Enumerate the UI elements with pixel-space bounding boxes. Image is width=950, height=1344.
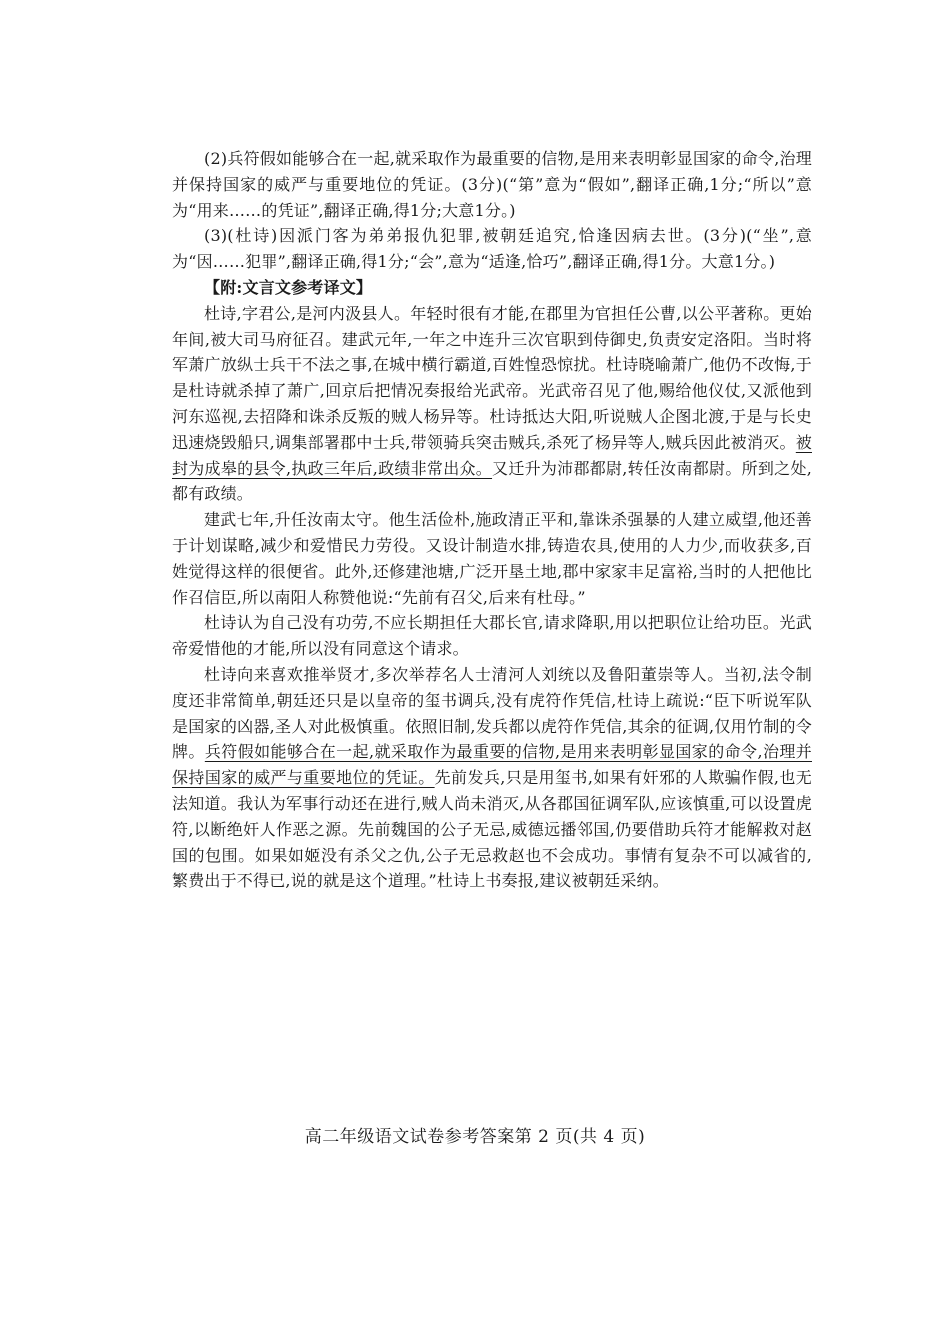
translation-paragraph-1 — [172, 301, 812, 507]
translation-paragraph-2: 建武七年,升任汝南太守。他生活俭朴,施政清正平和,靠诛杀强暴的人建立威望,他还善于计划谋略,减少和爱惜民力劳役。又设计制造水排,铸造农具,使用的人力少,而收获多,百姓觉得这样的很便省。此外,还修建池塘,广泛开垦土地,郡中家家丰足富裕,当时的人把他比作召信臣,所以南阳人称赞他说:“先前有召父,后来有杜母。” — [172, 510, 812, 607]
answer-3: (3)(杜诗)因派门客为弟弟报仇犯罪,被朝廷追究,恰逢因病去世。(3分)(“坐”,意为“因……犯罪”,翻译正确,得1分;“会”,意为“适逢,恰巧”,翻译正确,得1分。大意1分。) — [172, 226, 812, 272]
document-body — [172, 146, 812, 894]
underlined-sentence: 被封为成皋的县令,执政三年后,政绩非常出众。 — [172, 432, 812, 478]
page-footer: 高二年级语文试卷参考答案第 2 页(共 4 页) — [304, 1127, 646, 1147]
appendix-heading: 【附:文言文参考译文】 — [204, 277, 373, 297]
paragraph-text: 杜诗,字君公,是河内汲县人。年轻时很有才能,在郡里为官担任公曹,以公平著称。更始年间,被大司马府征召。建武元年,一年之中连升三次官职到侍御史,负责安定洛阳。当时将军萧广放纵士兵干不法之事,在城中横行霸道,百姓惶恐惊扰。杜诗晓喻萧广,他仍不改悔,于是杜诗就杀掉了萧广,回京后把情况奏报给光武帝。光武帝召见了他,赐给他仪仗,又派他到河东巡视,去招降和诛杀反叛的贼人杨异等。杜诗抵达大阳,听说贼人企图北渡,于是与长史迅速烧毁船只,调集部署郡中士兵,带领骑兵突击贼兵,杀死了杨异等人,贼兵因此被消灭。 — [172, 303, 812, 452]
answer-2: (2)兵符假如能够合在一起,就采取作为最重要的信物,是用来表明彰显国家的命令,治理并保持国家的威严与重要地位的凭证。(3分)(“第”意为“假如”,翻译正确,1分;“所以”意为“用来……的凭证”,翻译正确,得1分;大意1分。) — [172, 149, 812, 220]
paragraph-text: 先前发兵,只是用玺书,如果有奸邪的人欺骗作假,也无法知道。我认为军事行动还在进行,贼人尚未消灭,从各郡国征调军队,应该慎重,可以设置虎符,以断绝奸人作恶之源。先前魏国的公子无忌,威德远播邻国,仍要借助兵符才能解救对赵国的包围。如果如姬没有杀父之仇,公子无忌救赵也不会成功。事情有复杂不可以减省的,繁费出于不得已,说的就是这个道理。”杜诗上书奏报,建议被朝廷采纳。 — [172, 768, 813, 891]
paragraph-text: 又迁升为沛郡都尉,转任汝南都尉。所到之处,都有政绩。 — [172, 458, 813, 504]
underlined-sentence: 兵符假如能够合在一起,就采取作为最重要的信物,是用来表明彰显国家的命令,治理并保持国家的威严与重要地位的凭证。 — [172, 742, 812, 788]
paragraph-text: 杜诗向来喜欢推举贤才,多次举荐名人士清河人刘统以及鲁阳董崇等人。当初,法令制度还非常简单,朝廷还只是以皇帝的玺书调兵,没有虎符作凭信,杜诗上疏说:“臣下听说军队是国家的凶器,圣人对此极慎重。依照旧制,发兵都以虎符作凭信,其余的征调,仅用竹制的令牌。 — [172, 664, 812, 762]
translation-paragraph-3: 杜诗认为自己没有功劳,不应长期担任大郡长官,请求降职,用以把职位让给功臣。光武帝爱惜他的才能,所以没有同意这个请求。 — [172, 613, 812, 659]
translation-paragraph-4 — [172, 662, 812, 894]
